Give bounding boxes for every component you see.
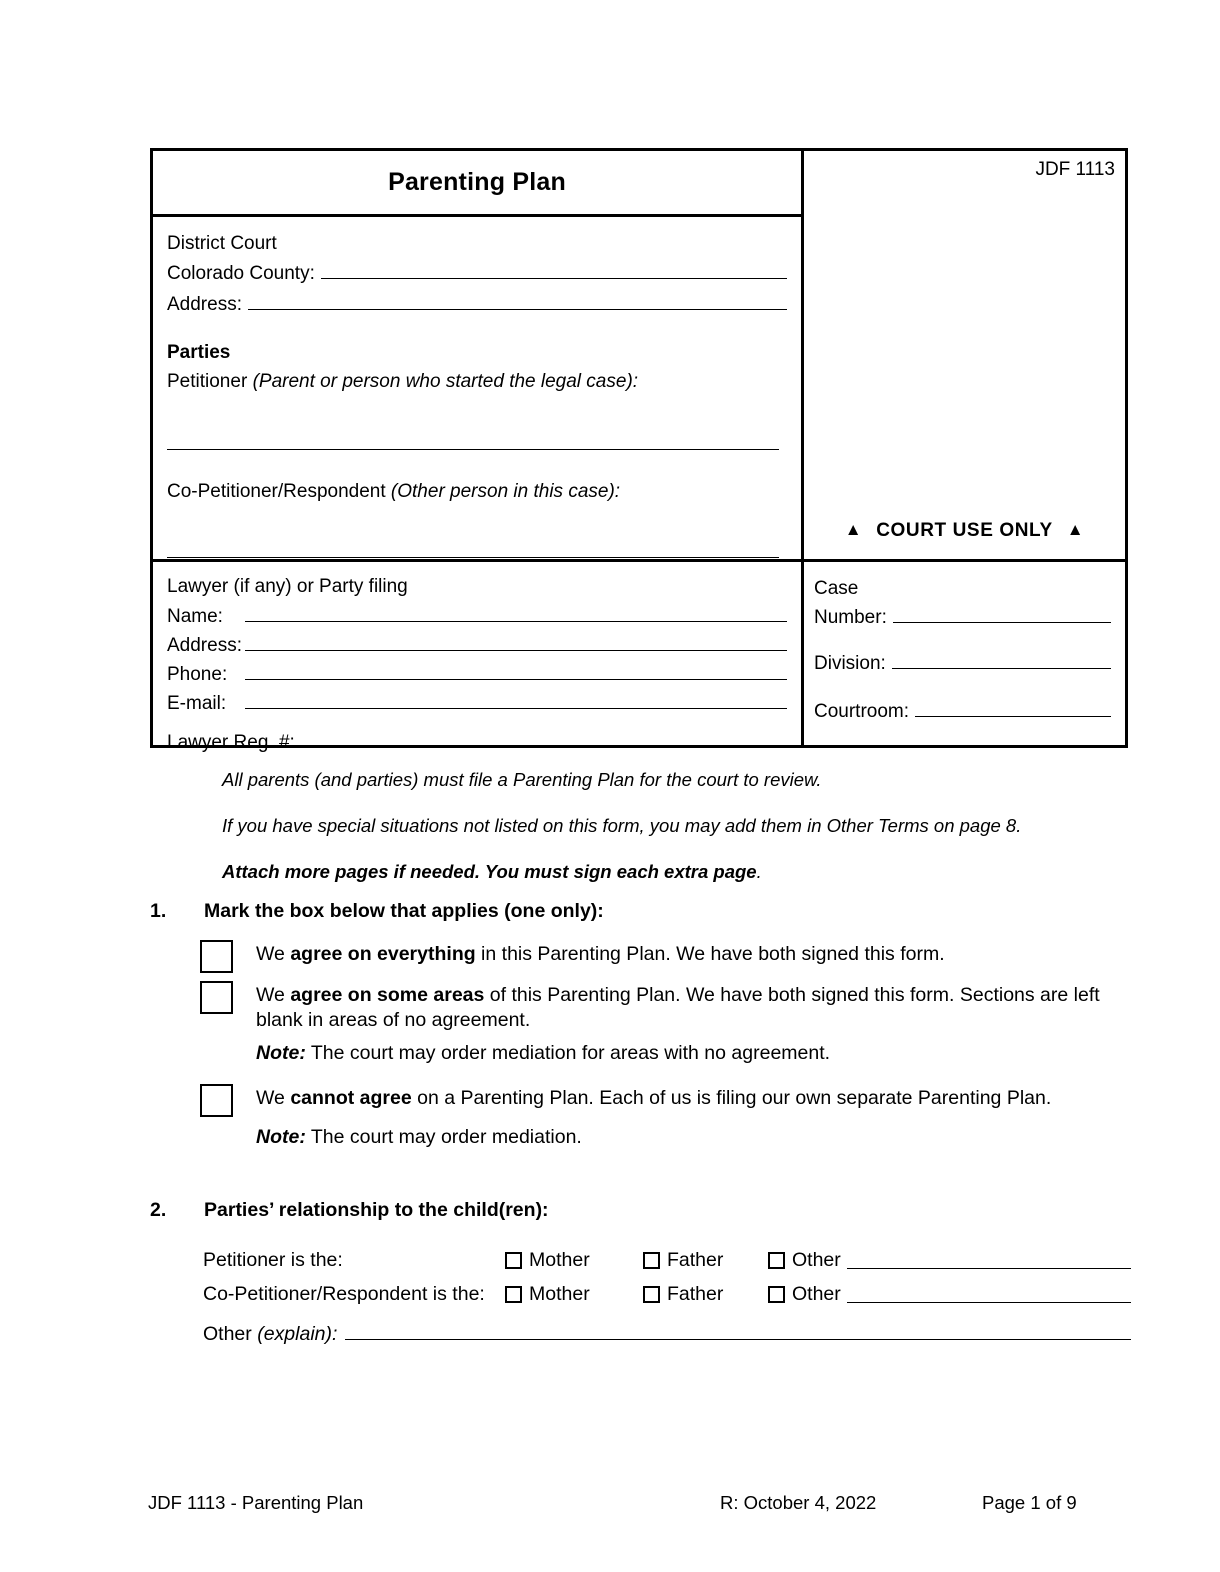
lawyer-phone-label: Phone: [167,664,228,685]
petitioner-mother-label: Mother [529,1248,590,1271]
page-footer [148,1492,1128,1514]
petitioner-relationship-label: Petitioner is the: [203,1248,343,1271]
lawyer-address-label: Address: [167,635,242,656]
other-explain-hint: (explain): [257,1323,338,1345]
county-field-row[interactable] [167,258,787,289]
instruction-tail: . [756,861,762,882]
copetitioner-other-input[interactable] [847,1285,1131,1303]
district-court-label: District Court [167,233,277,254]
choice-0-strong: agree on everything [290,943,476,965]
copetitioner-relationship-row [203,1277,1131,1311]
lawyer-cell [153,562,801,753]
triangle-left-icon: ▲ [844,520,863,539]
lawyer-name-label: Name: [167,606,223,627]
petitioner-other-input[interactable] [847,1251,1131,1269]
copetitioner-father-label: Father [667,1282,724,1305]
checkbox-copetitioner-other[interactable] [768,1286,785,1303]
petitioner-other-label: Other [792,1248,841,1271]
lawyer-name-row[interactable] [167,601,787,630]
note-text-1: The court may order mediation for areas with no agreement. [305,1042,831,1064]
petitioner-mother-option[interactable] [505,1249,643,1272]
section-1-number: 1. [150,900,167,922]
section-1-choices [200,938,1128,1159]
choice-0-lead: We [256,943,291,965]
copetitioner-other-label: Other [792,1282,841,1305]
checkbox-copetitioner-father[interactable] [643,1286,660,1303]
parties-heading: Parties [167,342,231,363]
triangle-right-icon: ▲ [1066,520,1085,539]
copetitioner-mother-option[interactable] [505,1283,643,1306]
caption-right-column [804,151,1125,745]
lawyer-name-input[interactable] [245,601,787,622]
choice-2-rest: on a Parenting Plan. Each of us is filing our own separate Parenting Plan. [411,1087,1052,1109]
lawyer-email-row[interactable] [167,688,787,717]
court-use-only-banner [804,520,1125,542]
form-title-cell [153,151,801,217]
copetitioner-mother-label: Mother [529,1282,590,1305]
checkbox-petitioner-mother[interactable] [505,1252,522,1269]
lawyer-email-label: E-mail: [167,693,227,714]
courtroom-input[interactable] [915,696,1111,717]
checkbox-cannot-agree[interactable] [200,1084,233,1117]
page-title: Parenting Plan [388,168,566,196]
footer-form-name: JDF 1113 - Parenting Plan [148,1492,364,1513]
checkbox-agree-some-areas[interactable] [200,981,233,1014]
instruction-line-2: If you have special situations not listed on this form, you may add them in Other Terms on page 8. [222,815,1022,836]
checkbox-petitioner-other[interactable] [768,1252,785,1269]
note-text-2: The court may order mediation. [305,1126,582,1148]
lawyer-address-row[interactable] [167,630,787,659]
instructions-block [222,768,1128,906]
note-label-1: Note: [256,1042,306,1064]
section-2-heading [150,1199,1128,1222]
note-mediation [256,1125,1128,1150]
section-2-number: 2. [150,1199,167,1221]
division-input[interactable] [892,648,1111,669]
case-number-label-line1: Case [814,578,859,599]
instruction-line-3 [222,860,1128,884]
section-1-title: Mark the box below that applies (one only): [204,900,604,922]
copetitioner-name-input[interactable] [167,556,779,558]
petitioner-hint: (Parent or person who started the legal case): [252,371,639,392]
case-info-cell [804,562,1125,745]
choice-agree-some-areas[interactable] [200,979,1128,1033]
choice-cannot-agree[interactable] [200,1082,1128,1117]
choice-1-lead: We [256,984,291,1006]
lawyer-reg-row[interactable] [167,727,787,756]
note-mediation-areas [256,1041,1128,1066]
court-address-label: Address: [167,294,242,315]
case-number-input[interactable] [893,602,1111,623]
copetitioner-father-option[interactable] [643,1283,768,1306]
other-explain-row[interactable] [203,1321,1131,1346]
petitioner-relationship-row [203,1243,1131,1277]
courtroom-row[interactable] [814,696,1111,727]
choice-agree-some-areas-label [256,979,1116,1033]
footer-revision-date: R: October 4, 2022 [720,1492,877,1513]
note-label-2: Note: [256,1126,306,1148]
footer-page-number: Page 1 of 9 [982,1492,1077,1513]
court-caption-box [150,148,1128,753]
petitioner-name-input[interactable] [167,448,779,450]
copetitioner-hint: (Other person in this case): [390,481,621,502]
petitioner-label-row [167,367,787,396]
choice-2-strong: cannot agree [290,1087,412,1109]
choice-cannot-agree-label [256,1082,1051,1111]
petitioner-father-option[interactable] [643,1249,768,1272]
choice-0-rest: in this Parenting Plan. We have both signed this form. [475,943,945,965]
caption-left-column [153,151,804,753]
other-explain-input[interactable] [345,1321,1131,1340]
court-address-input[interactable] [248,289,787,310]
section-1-heading [150,900,1128,923]
petitioner-other-option[interactable] [768,1249,1131,1272]
copetitioner-other-option[interactable] [768,1283,1131,1306]
court-use-only-label: COURT USE ONLY [876,520,1053,541]
choice-1-rest: of this Parenting Plan. We have both signed this form. Sections are left blank in areas of no agreement. [256,984,1100,1031]
division-row[interactable] [814,648,1111,679]
lawyer-reg-input[interactable] [301,727,565,748]
lawyer-email-input[interactable] [245,688,787,709]
copetitioner-label-row [167,477,787,506]
choice-1-strong: agree on some areas [290,984,485,1006]
courtroom-label: Courtroom: [814,701,910,722]
instruction-strong: Attach more pages if needed. You must sign each extra page [222,861,757,882]
checkbox-agree-everything[interactable] [200,940,233,973]
petitioner-father-label: Father [667,1248,724,1271]
form-number-cell [804,151,1125,217]
instruction-line-1: All parents (and parties) must file a Parenting Plan for the court to review. [222,769,822,790]
county-label: Colorado County: [167,263,315,284]
section-2-relationship-table [203,1243,1131,1346]
division-label: Division: [814,653,886,674]
case-number-row[interactable] [814,602,1111,631]
choice-2-lead: We [256,1087,291,1109]
lawyer-reg-label: Lawyer Reg. #: [167,732,295,753]
other-explain-label: Other [203,1323,252,1345]
checkbox-copetitioner-mother[interactable] [505,1286,522,1303]
copetitioner-relationship-label: Co-Petitioner/Respondent is the: [203,1282,485,1305]
county-input[interactable] [321,258,787,279]
lawyer-address-input[interactable] [245,630,787,651]
case-number-label: Number: [814,607,887,628]
section-2-title: Parties’ relationship to the child(ren): [204,1199,549,1221]
copetitioner-label: Co-Petitioner/Respondent [167,481,386,502]
lawyer-phone-input[interactable] [245,659,787,680]
form-number: JDF 1113 [1035,159,1115,180]
checkbox-petitioner-father[interactable] [643,1252,660,1269]
court-address-field-row[interactable] [167,289,787,320]
court-use-only-cell [804,217,1125,562]
lawyer-heading: Lawyer (if any) or Party filing [167,576,408,597]
choice-agree-everything[interactable] [200,938,1128,973]
parties-cell [153,217,801,562]
lawyer-phone-row[interactable] [167,659,787,688]
choice-agree-everything-label [256,938,945,967]
petitioner-label: Petitioner [167,371,248,392]
